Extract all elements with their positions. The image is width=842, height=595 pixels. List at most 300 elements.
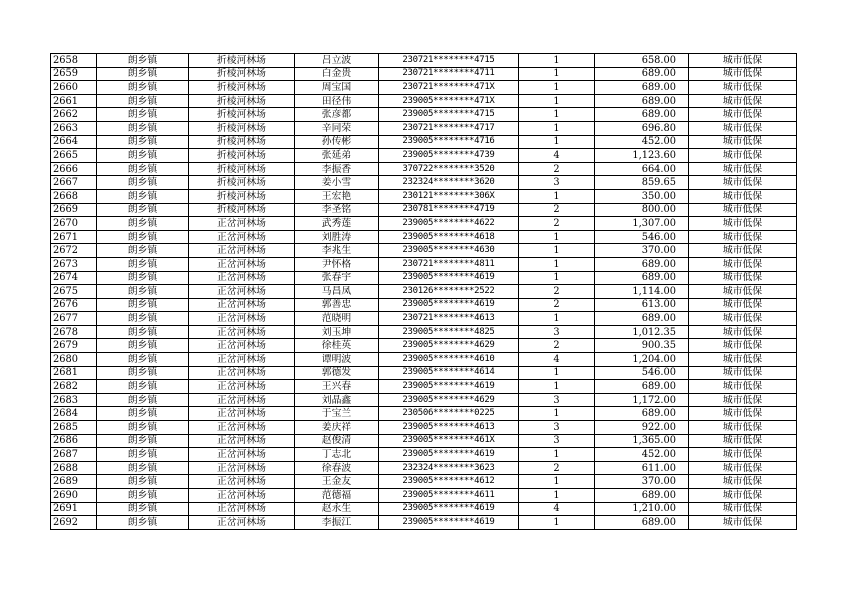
forest-farm-cell: 正岔河林场	[189, 230, 295, 244]
id-number-cell: 239005********471X	[379, 94, 519, 108]
town-cell: 朗乡镇	[97, 121, 189, 135]
id-number-cell: 239005********4619	[379, 298, 519, 312]
assistance-type-cell: 城市低保	[689, 244, 797, 258]
amount-cell: 546.00	[595, 366, 689, 380]
forest-farm-cell: 正岔河林场	[189, 434, 295, 448]
forest-farm-cell: 正岔河林场	[189, 217, 295, 231]
amount-cell: 613.00	[595, 298, 689, 312]
forest-farm-cell: 正岔河林场	[189, 461, 295, 475]
table-row	[51, 393, 797, 407]
id-number-cell: 232324********3620	[379, 176, 519, 190]
household-size-cell: 1	[519, 135, 595, 149]
table-body	[51, 54, 797, 530]
id-number-cell: 230721********471X	[379, 81, 519, 95]
table-row	[51, 162, 797, 176]
town-cell: 朗乡镇	[97, 353, 189, 367]
amount-cell: 1,123.60	[595, 149, 689, 163]
assistance-type-cell: 城市低保	[689, 94, 797, 108]
id-number-cell: 230121********306X	[379, 189, 519, 203]
name-cell: 范德福	[295, 489, 379, 503]
table-row	[51, 271, 797, 285]
name-cell: 徐春波	[295, 461, 379, 475]
row-number-cell: 2663	[51, 121, 97, 135]
forest-farm-cell: 正岔河林场	[189, 407, 295, 421]
name-cell: 于宝兰	[295, 407, 379, 421]
row-number-cell: 2668	[51, 189, 97, 203]
row-number-cell: 2690	[51, 489, 97, 503]
table-row	[51, 434, 797, 448]
table-row	[51, 285, 797, 299]
row-number-cell: 2676	[51, 298, 97, 312]
amount-cell: 859.65	[595, 176, 689, 190]
town-cell: 朗乡镇	[97, 203, 189, 217]
household-size-cell: 1	[519, 81, 595, 95]
amount-cell: 1,210.00	[595, 502, 689, 516]
assistance-type-cell: 城市低保	[689, 434, 797, 448]
assistance-type-cell: 城市低保	[689, 502, 797, 516]
amount-cell: 658.00	[595, 54, 689, 68]
id-number-cell: 239005********4622	[379, 217, 519, 231]
row-number-cell: 2684	[51, 407, 97, 421]
name-cell: 张春宇	[295, 271, 379, 285]
table-row	[51, 380, 797, 394]
id-number-cell: 239005********4716	[379, 135, 519, 149]
table-row	[51, 339, 797, 353]
name-cell: 张延弟	[295, 149, 379, 163]
amount-cell: 1,012.35	[595, 325, 689, 339]
table-row	[51, 135, 797, 149]
forest-farm-cell: 折棱河林场	[189, 121, 295, 135]
household-size-cell: 3	[519, 176, 595, 190]
name-cell: 李圣铭	[295, 203, 379, 217]
id-number-cell: 239005********4611	[379, 489, 519, 503]
amount-cell: 1,365.00	[595, 434, 689, 448]
forest-farm-cell: 正岔河林场	[189, 516, 295, 530]
assistance-type-cell: 城市低保	[689, 54, 797, 68]
assistance-type-cell: 城市低保	[689, 285, 797, 299]
assistance-type-cell: 城市低保	[689, 67, 797, 81]
assistance-type-cell: 城市低保	[689, 162, 797, 176]
table-row	[51, 121, 797, 135]
amount-cell: 689.00	[595, 516, 689, 530]
name-cell: 田径伟	[295, 94, 379, 108]
household-size-cell: 1	[519, 189, 595, 203]
forest-farm-cell: 正岔河林场	[189, 489, 295, 503]
name-cell: 周宝国	[295, 81, 379, 95]
town-cell: 朗乡镇	[97, 448, 189, 462]
household-size-cell: 3	[519, 393, 595, 407]
row-number-cell: 2687	[51, 448, 97, 462]
town-cell: 朗乡镇	[97, 135, 189, 149]
id-number-cell: 230126********2522	[379, 285, 519, 299]
forest-farm-cell: 正岔河林场	[189, 339, 295, 353]
row-number-cell: 2691	[51, 502, 97, 516]
assistance-type-cell: 城市低保	[689, 461, 797, 475]
row-number-cell: 2678	[51, 325, 97, 339]
table-row	[51, 176, 797, 190]
amount-cell: 1,172.00	[595, 393, 689, 407]
assistance-type-cell: 城市低保	[689, 489, 797, 503]
town-cell: 朗乡镇	[97, 298, 189, 312]
assistance-type-cell: 城市低保	[689, 108, 797, 122]
table-row	[51, 366, 797, 380]
id-number-cell: 239005********4614	[379, 366, 519, 380]
forest-farm-cell: 正岔河林场	[189, 285, 295, 299]
town-cell: 朗乡镇	[97, 407, 189, 421]
household-size-cell: 1	[519, 67, 595, 81]
household-size-cell: 2	[519, 285, 595, 299]
amount-cell: 370.00	[595, 475, 689, 489]
forest-farm-cell: 折棱河林场	[189, 94, 295, 108]
table-row	[51, 516, 797, 530]
name-cell: 吕立波	[295, 54, 379, 68]
town-cell: 朗乡镇	[97, 393, 189, 407]
id-number-cell: 239005********4630	[379, 244, 519, 258]
town-cell: 朗乡镇	[97, 108, 189, 122]
id-number-cell: 239005********4825	[379, 325, 519, 339]
table-row	[51, 312, 797, 326]
town-cell: 朗乡镇	[97, 189, 189, 203]
row-number-cell: 2685	[51, 421, 97, 435]
amount-cell: 922.00	[595, 421, 689, 435]
row-number-cell: 2658	[51, 54, 97, 68]
forest-farm-cell: 正岔河林场	[189, 257, 295, 271]
table-row	[51, 54, 797, 68]
amount-cell: 689.00	[595, 81, 689, 95]
forest-farm-cell: 正岔河林场	[189, 421, 295, 435]
table-row	[51, 448, 797, 462]
name-cell: 王宏艳	[295, 189, 379, 203]
town-cell: 朗乡镇	[97, 81, 189, 95]
forest-farm-cell: 正岔河林场	[189, 353, 295, 367]
household-size-cell: 2	[519, 461, 595, 475]
id-number-cell: 239005********4610	[379, 353, 519, 367]
name-cell: 刘晶鑫	[295, 393, 379, 407]
amount-cell: 546.00	[595, 230, 689, 244]
id-number-cell: 232324********3623	[379, 461, 519, 475]
row-number-cell: 2682	[51, 380, 97, 394]
name-cell: 马昌凤	[295, 285, 379, 299]
assistance-type-cell: 城市低保	[689, 393, 797, 407]
assistance-type-cell: 城市低保	[689, 366, 797, 380]
id-number-cell: 239005********4739	[379, 149, 519, 163]
amount-cell: 370.00	[595, 244, 689, 258]
name-cell: 张彦都	[295, 108, 379, 122]
assistance-type-cell: 城市低保	[689, 230, 797, 244]
forest-farm-cell: 折棱河林场	[189, 81, 295, 95]
id-number-cell: 239005********4629	[379, 393, 519, 407]
household-size-cell: 1	[519, 244, 595, 258]
name-cell: 刘玉坤	[295, 325, 379, 339]
row-number-cell: 2660	[51, 81, 97, 95]
household-size-cell: 2	[519, 217, 595, 231]
forest-farm-cell: 正岔河林场	[189, 298, 295, 312]
town-cell: 朗乡镇	[97, 176, 189, 190]
table-row	[51, 67, 797, 81]
assistance-type-cell: 城市低保	[689, 298, 797, 312]
town-cell: 朗乡镇	[97, 366, 189, 380]
id-number-cell: 239005********4619	[379, 516, 519, 530]
household-size-cell: 1	[519, 366, 595, 380]
town-cell: 朗乡镇	[97, 149, 189, 163]
household-size-cell: 1	[519, 380, 595, 394]
household-size-cell: 1	[519, 271, 595, 285]
forest-farm-cell: 正岔河林场	[189, 325, 295, 339]
id-number-cell: 239005********4612	[379, 475, 519, 489]
household-size-cell: 1	[519, 312, 595, 326]
table-row	[51, 203, 797, 217]
amount-cell: 452.00	[595, 135, 689, 149]
id-number-cell: 239005********4613	[379, 421, 519, 435]
id-number-cell: 239005********4715	[379, 108, 519, 122]
amount-cell: 689.00	[595, 257, 689, 271]
amount-cell: 1,204.00	[595, 353, 689, 367]
assistance-type-cell: 城市低保	[689, 121, 797, 135]
table-row	[51, 298, 797, 312]
table-row	[51, 217, 797, 231]
assistance-type-cell: 城市低保	[689, 380, 797, 394]
amount-cell: 689.00	[595, 407, 689, 421]
name-cell: 孙传彬	[295, 135, 379, 149]
row-number-cell: 2659	[51, 67, 97, 81]
town-cell: 朗乡镇	[97, 434, 189, 448]
household-size-cell: 1	[519, 54, 595, 68]
assistance-type-cell: 城市低保	[689, 475, 797, 489]
name-cell: 李兆生	[295, 244, 379, 258]
id-number-cell: 230721********4613	[379, 312, 519, 326]
id-number-cell: 230506********0225	[379, 407, 519, 421]
table-row	[51, 81, 797, 95]
row-number-cell: 2674	[51, 271, 97, 285]
forest-farm-cell: 折棱河林场	[189, 162, 295, 176]
household-size-cell: 2	[519, 203, 595, 217]
row-number-cell: 2675	[51, 285, 97, 299]
amount-cell: 800.00	[595, 203, 689, 217]
forest-farm-cell: 正岔河林场	[189, 366, 295, 380]
amount-cell: 452.00	[595, 448, 689, 462]
welfare-roster-table	[50, 53, 797, 530]
table-row	[51, 94, 797, 108]
town-cell: 朗乡镇	[97, 67, 189, 81]
name-cell: 刘胜涛	[295, 230, 379, 244]
name-cell: 王金友	[295, 475, 379, 489]
forest-farm-cell: 折棱河林场	[189, 135, 295, 149]
amount-cell: 689.00	[595, 94, 689, 108]
id-number-cell: 230721********4711	[379, 67, 519, 81]
town-cell: 朗乡镇	[97, 339, 189, 353]
forest-farm-cell: 正岔河林场	[189, 312, 295, 326]
assistance-type-cell: 城市低保	[689, 271, 797, 285]
town-cell: 朗乡镇	[97, 516, 189, 530]
row-number-cell: 2686	[51, 434, 97, 448]
assistance-type-cell: 城市低保	[689, 81, 797, 95]
name-cell: 白金贵	[295, 67, 379, 81]
amount-cell: 900.35	[595, 339, 689, 353]
forest-farm-cell: 折棱河林场	[189, 203, 295, 217]
town-cell: 朗乡镇	[97, 489, 189, 503]
name-cell: 姜庆祥	[295, 421, 379, 435]
household-size-cell: 1	[519, 230, 595, 244]
name-cell: 赵永生	[295, 502, 379, 516]
table-row	[51, 353, 797, 367]
assistance-type-cell: 城市低保	[689, 149, 797, 163]
name-cell: 李振江	[295, 516, 379, 530]
name-cell: 姜小雪	[295, 176, 379, 190]
id-number-cell: 239005********4619	[379, 448, 519, 462]
row-number-cell: 2669	[51, 203, 97, 217]
household-size-cell: 2	[519, 339, 595, 353]
household-size-cell: 3	[519, 421, 595, 435]
name-cell: 尹怀格	[295, 257, 379, 271]
town-cell: 朗乡镇	[97, 312, 189, 326]
amount-cell: 1,307.00	[595, 217, 689, 231]
table-row	[51, 475, 797, 489]
town-cell: 朗乡镇	[97, 380, 189, 394]
id-number-cell: 230721********4717	[379, 121, 519, 135]
amount-cell: 689.00	[595, 380, 689, 394]
row-number-cell: 2661	[51, 94, 97, 108]
amount-cell: 689.00	[595, 108, 689, 122]
id-number-cell: 230721********4811	[379, 257, 519, 271]
name-cell: 武秀莲	[295, 217, 379, 231]
amount-cell: 689.00	[595, 312, 689, 326]
amount-cell: 696.80	[595, 121, 689, 135]
name-cell: 赵俊清	[295, 434, 379, 448]
name-cell: 郭善忠	[295, 298, 379, 312]
household-size-cell: 3	[519, 325, 595, 339]
row-number-cell: 2688	[51, 461, 97, 475]
household-size-cell: 1	[519, 516, 595, 530]
id-number-cell: 239005********4629	[379, 339, 519, 353]
row-number-cell: 2683	[51, 393, 97, 407]
id-number-cell: 230781********4719	[379, 203, 519, 217]
id-number-cell: 239005********4619	[379, 502, 519, 516]
household-size-cell: 1	[519, 475, 595, 489]
row-number-cell: 2665	[51, 149, 97, 163]
row-number-cell: 2662	[51, 108, 97, 122]
row-number-cell: 2677	[51, 312, 97, 326]
id-number-cell: 239005********4618	[379, 230, 519, 244]
assistance-type-cell: 城市低保	[689, 312, 797, 326]
town-cell: 朗乡镇	[97, 54, 189, 68]
town-cell: 朗乡镇	[97, 285, 189, 299]
assistance-type-cell: 城市低保	[689, 339, 797, 353]
forest-farm-cell: 折棱河林场	[189, 176, 295, 190]
household-size-cell: 2	[519, 162, 595, 176]
assistance-type-cell: 城市低保	[689, 189, 797, 203]
table-row	[51, 108, 797, 122]
household-size-cell: 1	[519, 448, 595, 462]
household-size-cell: 4	[519, 502, 595, 516]
row-number-cell: 2667	[51, 176, 97, 190]
id-number-cell: 370722********3520	[379, 162, 519, 176]
assistance-type-cell: 城市低保	[689, 176, 797, 190]
assistance-type-cell: 城市低保	[689, 448, 797, 462]
row-number-cell: 2692	[51, 516, 97, 530]
row-number-cell: 2666	[51, 162, 97, 176]
row-number-cell: 2670	[51, 217, 97, 231]
id-number-cell: 239005********4619	[379, 380, 519, 394]
amount-cell: 689.00	[595, 489, 689, 503]
forest-farm-cell: 正岔河林场	[189, 244, 295, 258]
table-row	[51, 407, 797, 421]
assistance-type-cell: 城市低保	[689, 257, 797, 271]
row-number-cell: 2664	[51, 135, 97, 149]
household-size-cell: 4	[519, 149, 595, 163]
row-number-cell: 2681	[51, 366, 97, 380]
assistance-type-cell: 城市低保	[689, 353, 797, 367]
household-size-cell: 1	[519, 121, 595, 135]
id-number-cell: 239005********4619	[379, 271, 519, 285]
name-cell: 李振香	[295, 162, 379, 176]
name-cell: 徐桂英	[295, 339, 379, 353]
table-row	[51, 489, 797, 503]
household-size-cell: 1	[519, 489, 595, 503]
household-size-cell: 1	[519, 108, 595, 122]
table-row	[51, 230, 797, 244]
assistance-type-cell: 城市低保	[689, 135, 797, 149]
row-number-cell: 2671	[51, 230, 97, 244]
name-cell: 谭明波	[295, 353, 379, 367]
household-size-cell: 1	[519, 407, 595, 421]
forest-farm-cell: 折棱河林场	[189, 108, 295, 122]
row-number-cell: 2680	[51, 353, 97, 367]
forest-farm-cell: 正岔河林场	[189, 271, 295, 285]
town-cell: 朗乡镇	[97, 230, 189, 244]
amount-cell: 611.00	[595, 461, 689, 475]
forest-farm-cell: 折棱河林场	[189, 67, 295, 81]
forest-farm-cell: 折棱河林场	[189, 54, 295, 68]
household-size-cell: 4	[519, 353, 595, 367]
assistance-type-cell: 城市低保	[689, 217, 797, 231]
id-number-cell: 239005********461X	[379, 434, 519, 448]
id-number-cell: 230721********4715	[379, 54, 519, 68]
table-row	[51, 149, 797, 163]
row-number-cell: 2672	[51, 244, 97, 258]
town-cell: 朗乡镇	[97, 461, 189, 475]
amount-cell: 350.00	[595, 189, 689, 203]
assistance-type-cell: 城市低保	[689, 516, 797, 530]
row-number-cell: 2673	[51, 257, 97, 271]
forest-farm-cell: 正岔河林场	[189, 448, 295, 462]
amount-cell: 664.00	[595, 162, 689, 176]
town-cell: 朗乡镇	[97, 162, 189, 176]
table-row	[51, 421, 797, 435]
household-size-cell: 3	[519, 434, 595, 448]
table-row	[51, 189, 797, 203]
forest-farm-cell: 正岔河林场	[189, 393, 295, 407]
table-row	[51, 461, 797, 475]
amount-cell: 689.00	[595, 67, 689, 81]
name-cell: 辛同荣	[295, 121, 379, 135]
name-cell: 丁志北	[295, 448, 379, 462]
household-size-cell: 2	[519, 298, 595, 312]
assistance-type-cell: 城市低保	[689, 407, 797, 421]
table-row	[51, 325, 797, 339]
town-cell: 朗乡镇	[97, 217, 189, 231]
row-number-cell: 2689	[51, 475, 97, 489]
forest-farm-cell: 正岔河林场	[189, 502, 295, 516]
amount-cell: 1,114.00	[595, 285, 689, 299]
table-row	[51, 244, 797, 258]
table-row	[51, 257, 797, 271]
name-cell: 范晓明	[295, 312, 379, 326]
name-cell: 郭德发	[295, 366, 379, 380]
town-cell: 朗乡镇	[97, 271, 189, 285]
household-size-cell: 1	[519, 94, 595, 108]
town-cell: 朗乡镇	[97, 94, 189, 108]
row-number-cell: 2679	[51, 339, 97, 353]
